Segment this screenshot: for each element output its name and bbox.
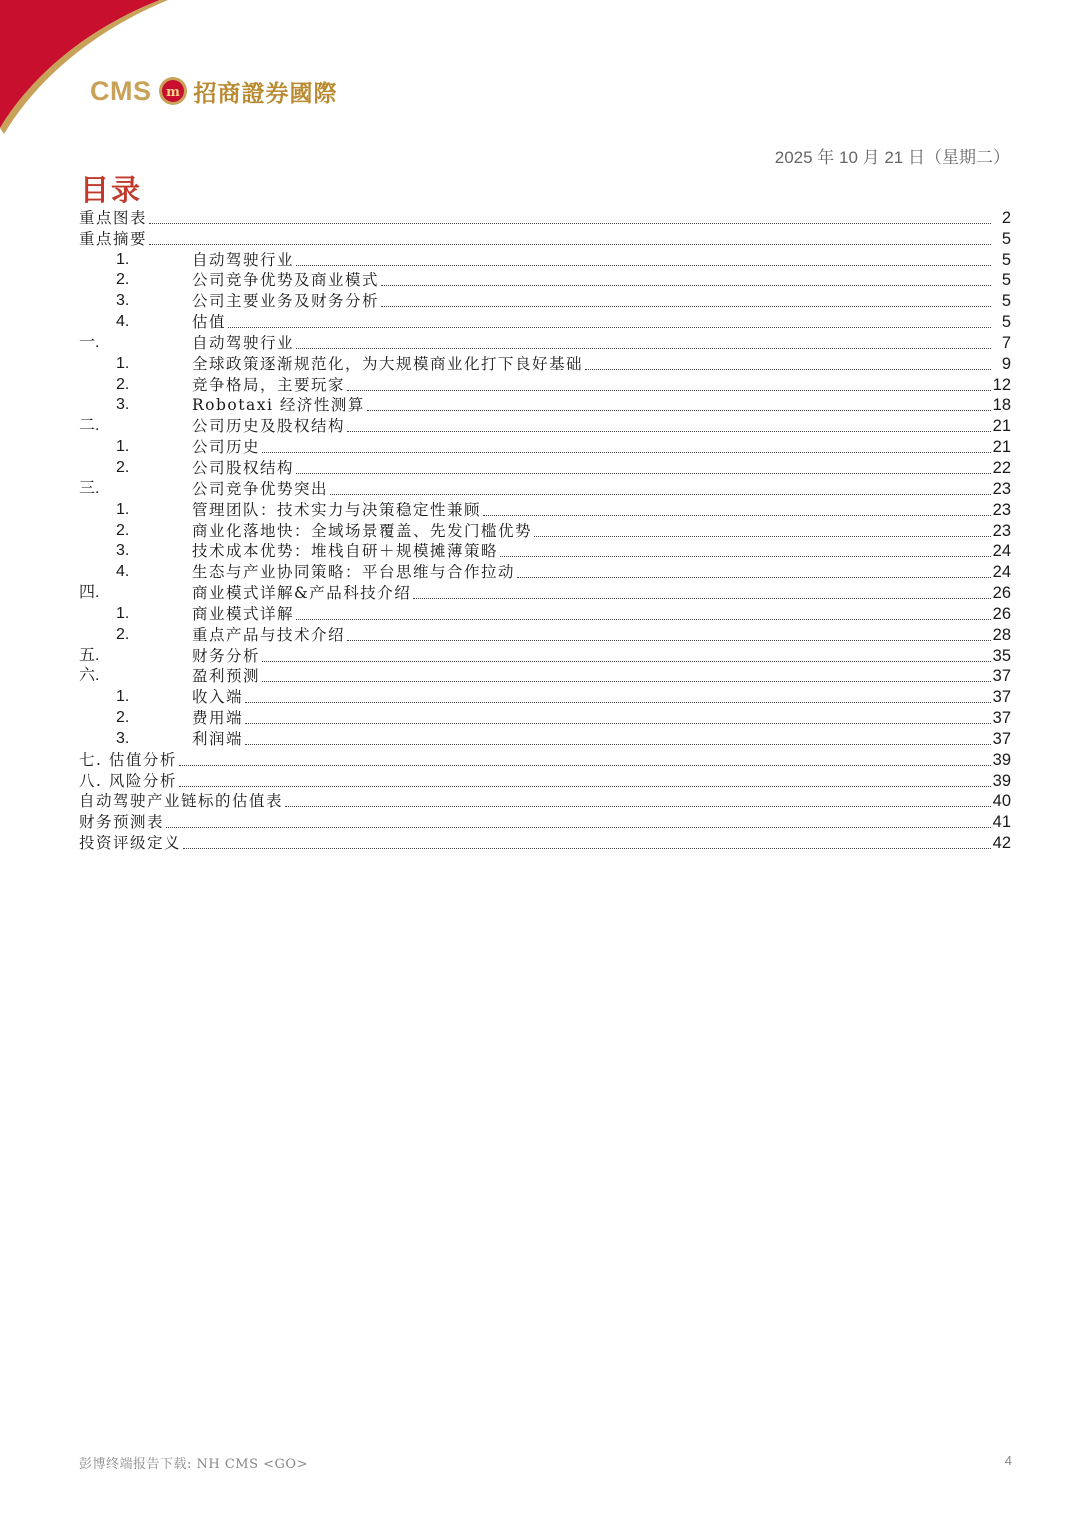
toc-entry[interactable] — [79, 707, 1011, 728]
toc-dot-leader — [517, 576, 991, 578]
toc-entry-label: Robotaxi 经济性测算 — [192, 396, 365, 415]
toc-entry-number: 1. — [116, 688, 130, 706]
toc-entry-number: 1. — [116, 438, 130, 456]
toc-entry[interactable] — [79, 249, 1011, 270]
toc-entry-page: 5 — [1001, 313, 1011, 332]
toc-entry[interactable] — [79, 582, 1011, 603]
toc-dot-leader — [347, 389, 991, 391]
toc-dot-leader — [381, 305, 991, 307]
toc-entry-label: 公司历史及股权结构 — [192, 417, 346, 436]
toc-entry-number: 4. — [116, 313, 130, 331]
toc-entry-label: 管理团队：技术实力与决策稳定性兼顾 — [192, 500, 482, 519]
toc-entry[interactable] — [79, 332, 1011, 353]
toc-entry-page: 40 — [992, 792, 1011, 811]
toc-dot-leader — [296, 472, 991, 474]
toc-entry[interactable] — [79, 415, 1011, 436]
toc-entry-label: 自动驾驶行业 — [192, 333, 295, 352]
toc-entry-label: 投资评级定义 — [79, 834, 182, 853]
toc-entry[interactable] — [79, 791, 1011, 812]
toc-title: 目录 — [80, 173, 143, 207]
toc-entry-number: 1. — [116, 604, 130, 622]
toc-entry-label: 自动驾驶行业 — [192, 250, 295, 269]
toc-entry-page: 24 — [992, 542, 1011, 561]
table-of-contents — [79, 207, 1011, 853]
toc-entry-number: 一. — [79, 333, 100, 351]
toc-entry-page: 41 — [992, 813, 1011, 832]
toc-dot-leader — [534, 535, 991, 537]
toc-dot-leader — [149, 243, 991, 245]
toc-entry-label: 收入端 — [192, 688, 244, 707]
toc-entry[interactable] — [79, 686, 1011, 707]
logo-text: CMS — [90, 75, 152, 106]
toc-entry-page: 12 — [992, 375, 1011, 394]
toc-entry-number: 4. — [116, 563, 130, 581]
toc-entry-label: 商业化落地快：全域场景覆盖、先发门槛优势 — [192, 521, 533, 540]
toc-entry-page: 5 — [1001, 250, 1011, 269]
toc-dot-leader — [245, 701, 991, 703]
toc-entry-number: 2. — [116, 271, 130, 289]
page-number: 4 — [1004, 1453, 1012, 1468]
toc-entry-label: 公司历史 — [192, 438, 261, 457]
toc-entry-page: 21 — [992, 438, 1011, 457]
toc-entry-page: 28 — [992, 625, 1011, 644]
toc-dot-leader — [483, 514, 991, 516]
toc-dot-leader — [228, 326, 991, 328]
toc-entry-number: 二. — [79, 417, 100, 435]
toc-dot-leader — [149, 222, 991, 224]
toc-dot-leader — [330, 493, 991, 495]
toc-entry-page: 9 — [1001, 354, 1011, 373]
toc-entry-label: 重点图表 — [79, 208, 148, 227]
toc-entry-label: 自动驾驶产业链标的估值表 — [79, 792, 284, 811]
toc-dot-leader — [367, 409, 991, 411]
toc-entry-page: 37 — [992, 688, 1011, 707]
toc-entry-label: 技术成本优势：堆栈自研＋规模摊薄策略 — [192, 542, 499, 561]
toc-dot-leader — [296, 347, 991, 349]
toc-dot-leader — [166, 826, 991, 828]
toc-entry[interactable] — [79, 270, 1011, 291]
toc-entry-page: 21 — [992, 417, 1011, 436]
toc-entry-page: 35 — [992, 646, 1011, 665]
toc-dot-leader — [179, 764, 991, 766]
logo-chinese-name: 招商證券國際 — [193, 79, 338, 107]
toc-dot-leader — [262, 680, 991, 682]
toc-entry[interactable] — [79, 395, 1011, 416]
toc-entry-label: 利润端 — [192, 729, 244, 748]
toc-entry-number: 五. — [79, 646, 100, 664]
toc-entry-page: 42 — [992, 834, 1011, 853]
toc-entry-label: 盈利预测 — [192, 667, 261, 686]
toc-entry-label: 全球政策逐渐规范化，为大规模商业化打下良好基础 — [192, 354, 584, 373]
toc-entry-number: 2. — [116, 709, 130, 727]
toc-entry-page: 26 — [992, 584, 1011, 603]
toc-entry-number: 2. — [116, 521, 130, 539]
toc-entry-number: 三. — [79, 479, 100, 497]
toc-entry[interactable] — [79, 603, 1011, 624]
toc-entry[interactable] — [79, 770, 1011, 791]
toc-entry[interactable] — [79, 520, 1011, 541]
toc-dot-leader — [245, 743, 991, 745]
toc-entry[interactable] — [79, 207, 1011, 228]
toc-entry-page: 18 — [992, 396, 1011, 415]
toc-entry-page: 5 — [1001, 229, 1011, 248]
toc-entry-page: 39 — [992, 750, 1011, 769]
toc-entry-number: 3. — [116, 542, 130, 560]
toc-entry[interactable] — [79, 353, 1011, 374]
toc-entry-label: 财务预测表 — [79, 813, 165, 832]
toc-entry-label: 商业模式详解&产品科技介绍 — [192, 584, 412, 603]
toc-entry-page: 23 — [992, 479, 1011, 498]
toc-entry[interactable] — [79, 832, 1011, 853]
toc-dot-leader — [585, 368, 991, 370]
toc-entry[interactable] — [79, 728, 1011, 749]
toc-entry[interactable] — [79, 749, 1011, 770]
toc-entry[interactable] — [79, 499, 1011, 520]
corner-decoration — [0, 0, 200, 140]
toc-dot-leader — [347, 639, 991, 641]
toc-entry-number: 3. — [116, 396, 130, 414]
toc-dot-leader — [245, 722, 991, 724]
toc-dot-leader — [296, 618, 991, 620]
toc-dot-leader — [296, 264, 991, 266]
toc-entry-label: 公司股权结构 — [192, 458, 295, 477]
toc-entry-page: 24 — [992, 563, 1011, 582]
toc-entry-label: 生态与产业协同策略：平台思维与合作拉动 — [192, 563, 516, 582]
toc-entry-label: 八. 风险分析 — [79, 771, 177, 790]
toc-entry-page: 26 — [992, 604, 1011, 623]
toc-entry-number: 四. — [79, 584, 100, 602]
toc-entry-number: 3. — [116, 292, 130, 310]
toc-entry[interactable] — [79, 436, 1011, 457]
logo-mark-icon — [158, 76, 188, 106]
toc-entry-label: 估值 — [192, 313, 227, 332]
toc-dot-leader — [500, 555, 991, 557]
toc-entry-number: 1. — [116, 354, 130, 372]
toc-dot-leader — [183, 847, 991, 849]
toc-entry[interactable] — [79, 311, 1011, 332]
toc-entry-number: 2. — [116, 375, 130, 393]
toc-entry-page: 5 — [1001, 292, 1011, 311]
toc-entry-page: 37 — [992, 709, 1011, 728]
toc-entry-page: 2 — [1001, 208, 1011, 227]
toc-entry-label: 重点摘要 — [79, 229, 148, 248]
toc-entry-page: 37 — [992, 667, 1011, 686]
toc-entry-number: 六. — [79, 667, 100, 685]
toc-entry[interactable] — [79, 561, 1011, 582]
toc-entry-label: 公司主要业务及财务分析 — [192, 292, 380, 311]
toc-entry-label: 公司竞争优势及商业模式 — [192, 271, 380, 290]
company-logo — [90, 74, 338, 108]
toc-entry-number: 1. — [116, 250, 130, 268]
toc-dot-leader — [285, 805, 991, 807]
toc-dot-leader — [381, 284, 991, 286]
logo-mark-letter: m — [165, 85, 180, 100]
toc-entry[interactable] — [79, 374, 1011, 395]
toc-entry[interactable] — [79, 666, 1011, 687]
toc-entry-page: 22 — [992, 458, 1011, 477]
toc-entry-label: 费用端 — [192, 709, 244, 728]
toc-entry-label: 财务分析 — [192, 646, 261, 665]
toc-entry-number: 2. — [116, 625, 130, 643]
toc-entry-number: 1. — [116, 500, 130, 518]
toc-entry-number: 2. — [116, 458, 130, 476]
toc-entry[interactable] — [79, 228, 1011, 249]
toc-entry[interactable] — [79, 541, 1011, 562]
toc-entry[interactable] — [79, 811, 1011, 832]
footer-source: 彭博终端报告下载: NH CMS <GO> — [79, 1457, 308, 1472]
toc-entry-label: 公司竞争优势突出 — [192, 479, 329, 498]
toc-entry[interactable] — [79, 478, 1011, 499]
toc-entry-page: 39 — [992, 771, 1011, 790]
toc-entry-label: 商业模式详解 — [192, 604, 295, 623]
toc-entry-page: 23 — [992, 521, 1011, 540]
toc-dot-leader — [262, 660, 991, 662]
toc-dot-leader — [413, 597, 990, 599]
toc-entry[interactable] — [79, 290, 1011, 311]
toc-entry-page: 37 — [992, 729, 1011, 748]
toc-entry-label: 七. 估值分析 — [79, 750, 177, 769]
toc-entry-page: 23 — [992, 500, 1011, 519]
toc-dot-leader — [262, 451, 991, 453]
toc-entry[interactable] — [79, 624, 1011, 645]
toc-entry[interactable] — [79, 645, 1011, 666]
toc-entry-number: 3. — [116, 729, 130, 747]
toc-dot-leader — [347, 430, 991, 432]
toc-entry[interactable] — [79, 457, 1011, 478]
toc-entry-label: 重点产品与技术介绍 — [192, 625, 346, 644]
toc-entry-label: 竞争格局，主要玩家 — [192, 375, 346, 394]
toc-entry-page: 7 — [1001, 333, 1011, 352]
report-date: 2025 年 10 月 21 日（星期二） — [774, 148, 1010, 167]
toc-dot-leader — [179, 785, 991, 787]
toc-entry-page: 5 — [1001, 271, 1011, 290]
